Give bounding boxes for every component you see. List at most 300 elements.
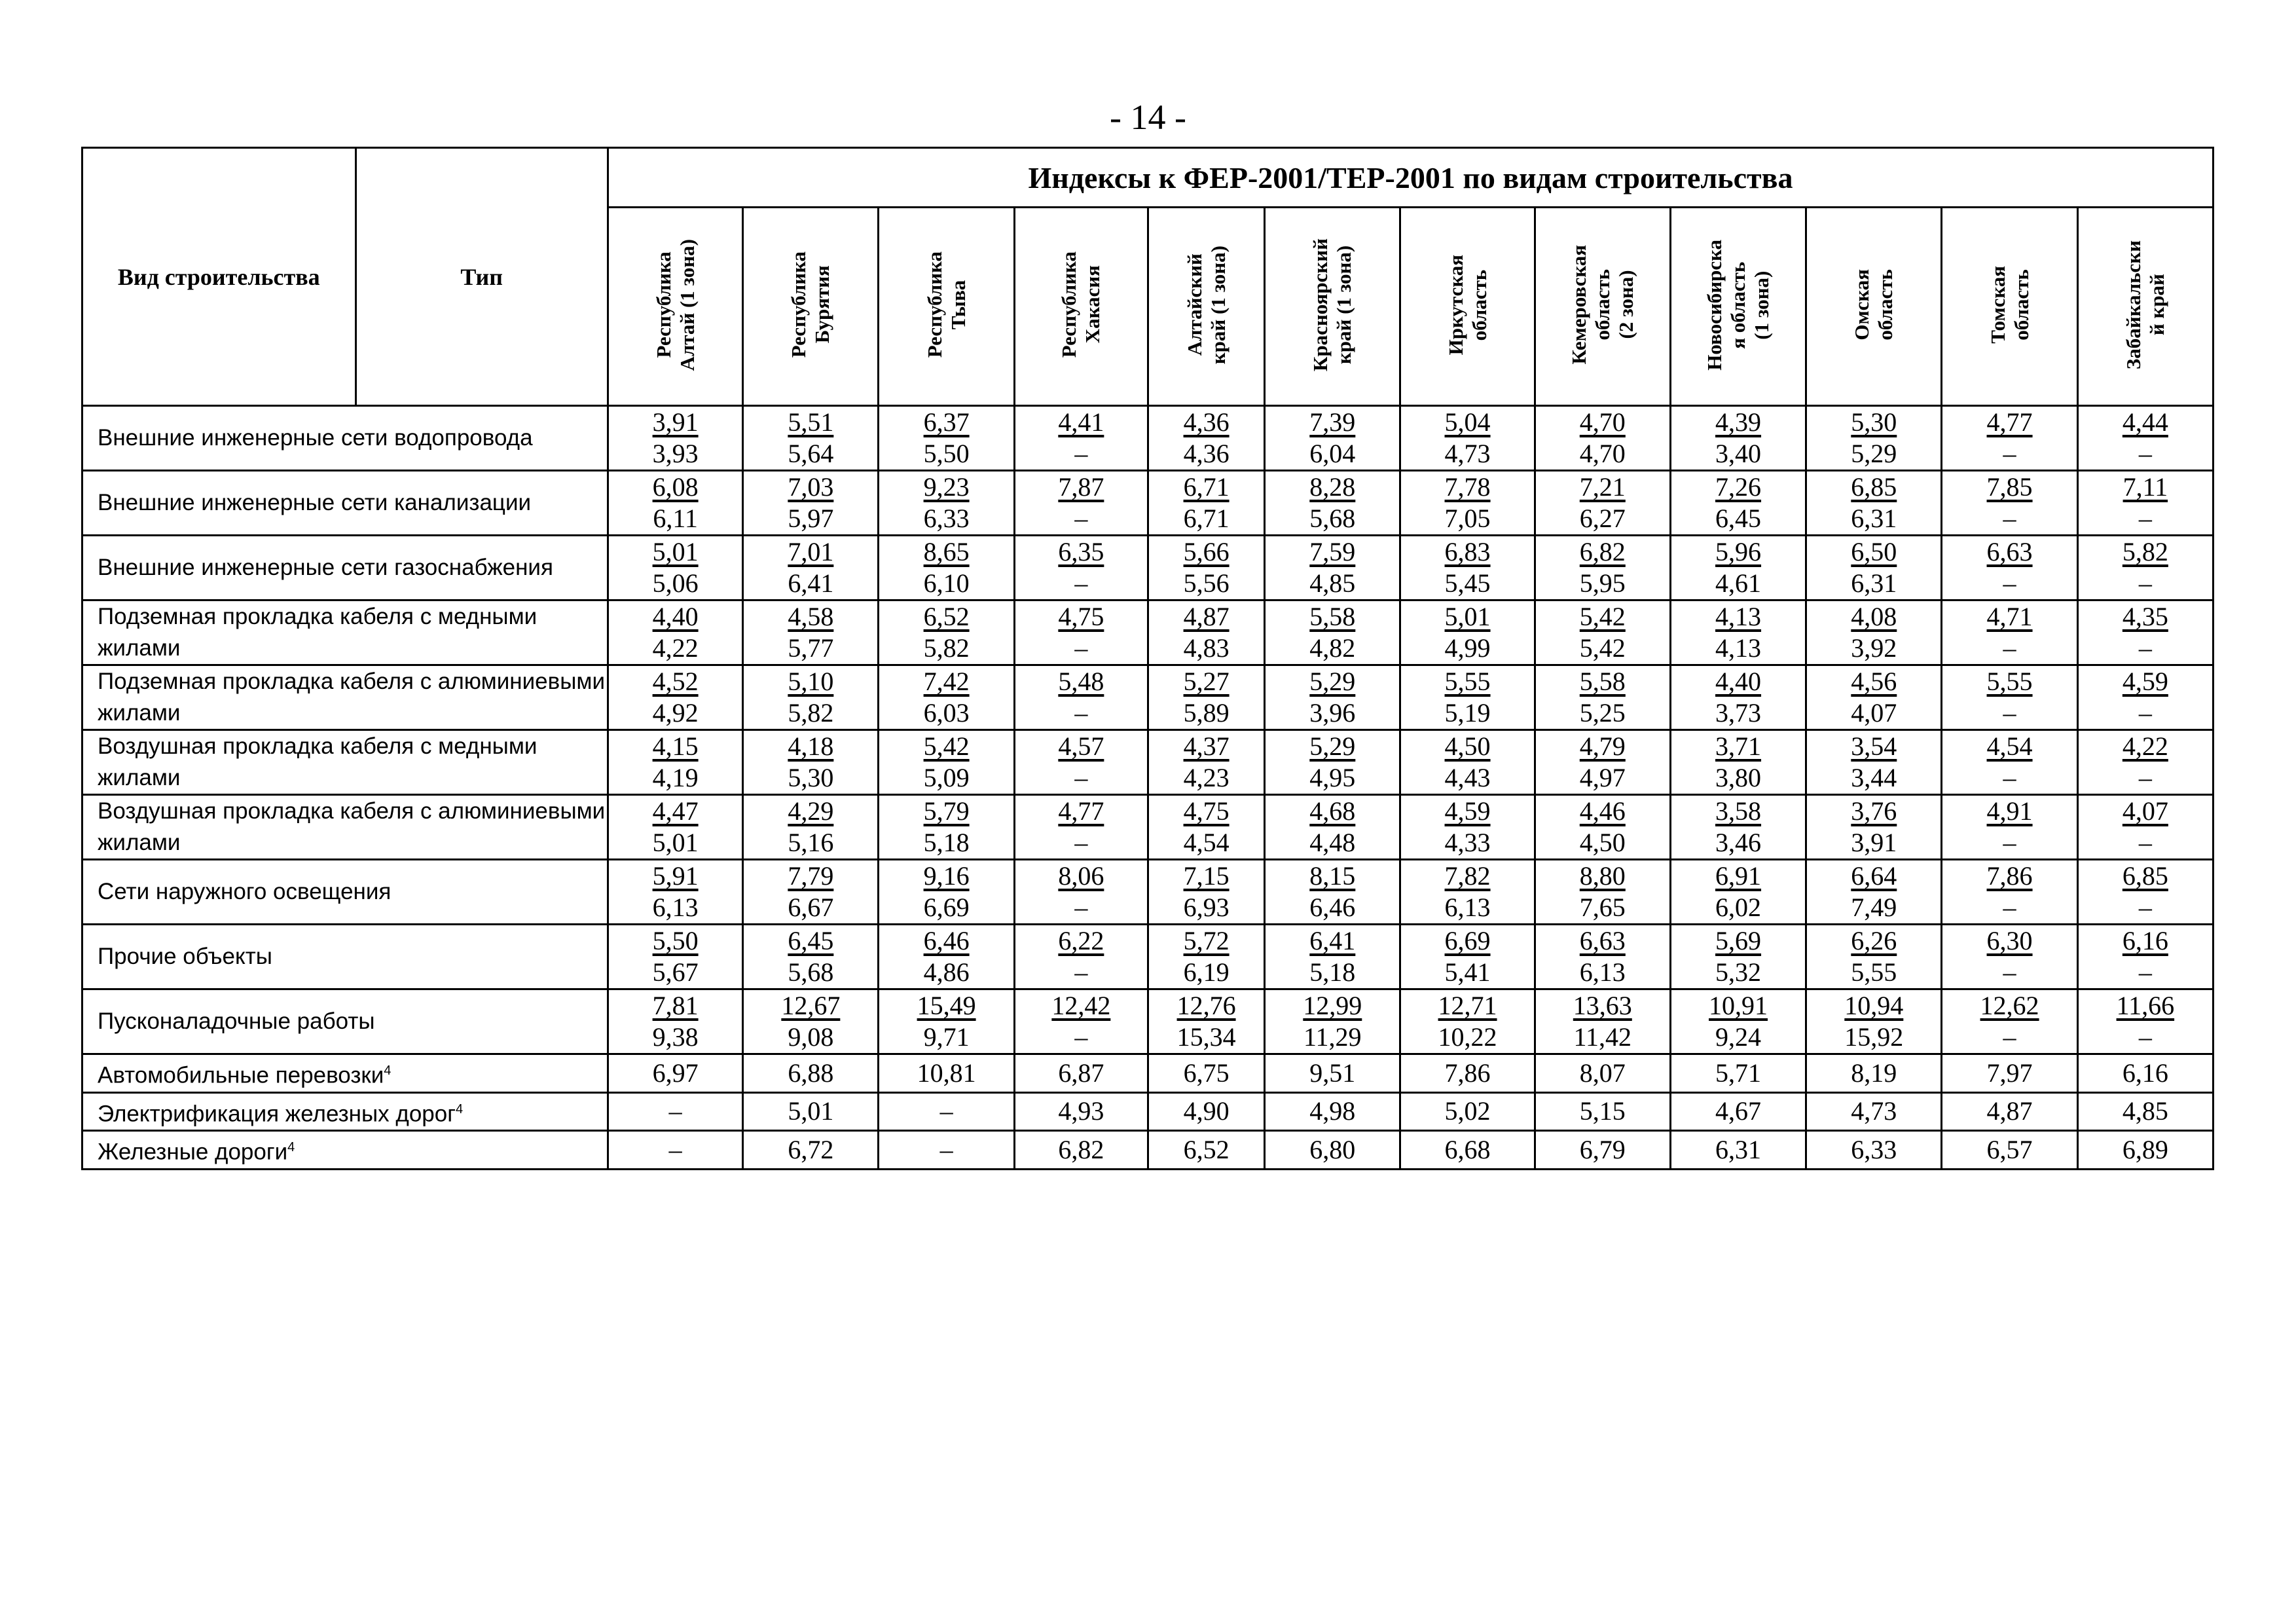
index-cell <box>743 406 879 471</box>
index-value-bottom: 5,45 <box>1444 568 1491 598</box>
index-value-top: 7,11 <box>2123 472 2168 502</box>
index-value-bottom: 5,55 <box>1851 957 1897 987</box>
index-value: 7,97 <box>1942 1054 2077 1093</box>
region-header <box>879 208 1014 406</box>
index-value-top: 6,46 <box>923 926 970 955</box>
index-value-top: 15,49 <box>917 991 976 1020</box>
index-value: 6,97 <box>608 1054 742 1093</box>
row-label: Подземная прокладка кабеля с медными жилами <box>82 600 608 665</box>
index-value-top: 4,37 <box>1183 731 1230 761</box>
index-value-bottom: 3,93 <box>652 439 699 468</box>
index-cell <box>743 471 879 536</box>
index-cell <box>879 536 1014 600</box>
index-value-top: 4,58 <box>788 602 834 631</box>
index-value-top: 5,58 <box>1579 667 1626 696</box>
index-value-bottom: 3,92 <box>1851 633 1897 663</box>
index-value-top: 3,91 <box>652 407 699 437</box>
index-value-top: 7,42 <box>923 667 970 696</box>
index-value-top: 12,67 <box>781 991 841 1020</box>
index-cell <box>1014 536 1148 600</box>
index-value-bottom: – <box>2003 763 2016 792</box>
index-cell <box>1014 795 1148 860</box>
index-value-top: 4,36 <box>1183 407 1230 437</box>
index-value-top: 6,69 <box>1444 926 1491 955</box>
index-value-top: 5,01 <box>652 537 699 566</box>
row-label: Воздушная прокладка кабеля с алюминиевыми жилами <box>82 795 608 860</box>
index-value-top: 4,77 <box>1058 796 1104 826</box>
index-value-bottom: – <box>2003 698 2016 728</box>
index-cell <box>1014 989 1148 1054</box>
index-value: 6,87 <box>1014 1054 1148 1093</box>
index-value-top: 5,66 <box>1183 537 1230 566</box>
index-value-bottom: 5,42 <box>1579 633 1626 663</box>
index-value-bottom: 4,22 <box>652 633 699 663</box>
index-value-bottom: 4,23 <box>1183 763 1230 792</box>
index-cell <box>2077 665 2213 730</box>
index-cell <box>1806 600 1942 665</box>
index-value: 10,81 <box>879 1054 1014 1093</box>
index-cell <box>608 406 742 471</box>
index-cell <box>1265 860 1400 925</box>
index-value-bottom: – <box>2003 828 2016 857</box>
index-cell <box>1014 406 1148 471</box>
index-cell <box>1670 989 1806 1054</box>
index-value: 6,68 <box>1400 1131 1535 1170</box>
index-value-top: 3,54 <box>1851 731 1897 761</box>
index-value-bottom: 4,36 <box>1183 439 1230 468</box>
region-name: Республика Алтай (1 зона) <box>651 238 699 371</box>
index-value-top: 5,69 <box>1715 926 1762 955</box>
index-value-bottom: 5,19 <box>1444 698 1491 728</box>
index-value-bottom: 3,91 <box>1851 828 1897 857</box>
region-header <box>1535 208 1670 406</box>
index-value-bottom: – <box>1074 698 1088 728</box>
index-cell <box>2077 600 2213 665</box>
index-cell <box>2077 860 2213 925</box>
index-cell <box>879 925 1014 989</box>
index-value-bottom: 5,56 <box>1183 568 1230 598</box>
row-label: Внешние инженерные сети водопровода <box>82 406 608 471</box>
index-cell <box>1148 471 1264 536</box>
index-value-top: 7,59 <box>1309 537 1356 566</box>
region-name: Забайкальски й край <box>2121 240 2168 370</box>
index-value-bottom: 11,42 <box>1573 1022 1632 1052</box>
index-value: 4,85 <box>2077 1092 2213 1131</box>
index-value-top: 4,22 <box>2122 731 2168 761</box>
index-value-bottom: – <box>2003 957 2016 987</box>
index-value-top: 5,27 <box>1183 667 1230 696</box>
index-cell <box>1942 730 2077 795</box>
region-name: Республика Бурятия <box>787 251 834 358</box>
index-value-top: 7,01 <box>788 537 834 566</box>
index-cell <box>608 989 742 1054</box>
row-label: Подземная прокладка кабеля с алюминиевыми жилами <box>82 665 608 730</box>
index-value-bottom: 5,77 <box>788 633 834 663</box>
region-header <box>608 208 742 406</box>
index-value-bottom: – <box>2138 439 2152 468</box>
index-value-top: 4,07 <box>2122 796 2168 826</box>
index-cell <box>1148 406 1264 471</box>
row-label: Прочие объекты <box>82 925 608 989</box>
index-cell <box>1014 665 1148 730</box>
index-cell <box>1148 600 1264 665</box>
index-cell <box>2077 730 2213 795</box>
table-row <box>82 406 2214 471</box>
index-cell <box>743 665 879 730</box>
row-label <box>82 1131 608 1170</box>
index-cell <box>1806 730 1942 795</box>
table-row <box>82 536 2214 600</box>
index-cell <box>743 860 879 925</box>
index-cell <box>1535 536 1670 600</box>
index-value-top: 5,51 <box>788 407 834 437</box>
index-value-top: 6,85 <box>2122 861 2168 891</box>
index-value-bottom: 6,31 <box>1851 504 1897 533</box>
index-value-bottom: 5,95 <box>1579 568 1626 598</box>
region-name: Омская область <box>1850 269 1897 341</box>
index-cell <box>1014 860 1148 925</box>
index-cell <box>1670 536 1806 600</box>
index-value-bottom: 4,43 <box>1444 763 1491 792</box>
index-value-bottom: 4,07 <box>1851 698 1897 728</box>
index-value-top: 4,70 <box>1579 407 1626 437</box>
index-value: 6,72 <box>743 1131 879 1170</box>
index-value-bottom: – <box>2138 957 2152 987</box>
index-value-bottom: 4,83 <box>1183 633 1230 663</box>
region-header <box>743 208 879 406</box>
index-value-bottom: 4,97 <box>1579 763 1626 792</box>
index-value: 5,02 <box>1400 1092 1535 1131</box>
index-value-top: 12,42 <box>1051 991 1111 1020</box>
index-value-bottom: 7,65 <box>1579 893 1626 922</box>
index-cell <box>1400 471 1535 536</box>
index-cell <box>1670 471 1806 536</box>
index-value-top: 5,01 <box>1444 602 1491 631</box>
index-value-bottom: 10,22 <box>1438 1022 1497 1052</box>
index-cell <box>1670 925 1806 989</box>
index-value-bottom: 5,18 <box>923 828 970 857</box>
index-value-top: 6,45 <box>788 926 834 955</box>
index-value-top: 4,71 <box>1986 602 2033 631</box>
index-value-bottom: 5,89 <box>1183 698 1230 728</box>
index-value-top: 3,58 <box>1715 796 1762 826</box>
index-cell <box>1670 795 1806 860</box>
index-cell <box>1670 406 1806 471</box>
index-cell <box>1535 406 1670 471</box>
page-number: - 14 - <box>1110 98 1186 137</box>
index-cell <box>2077 795 2213 860</box>
index-cell <box>1806 406 1942 471</box>
index-value-top: 4,56 <box>1851 667 1897 696</box>
index-value-bottom: 9,38 <box>652 1022 699 1052</box>
index-cell <box>2077 989 2213 1054</box>
table-row <box>82 665 2214 730</box>
index-value-bottom: 6,04 <box>1309 439 1356 468</box>
index-value-top: 8,15 <box>1309 861 1356 891</box>
index-value-top: 10,91 <box>1709 991 1768 1020</box>
index-value-top: 7,81 <box>652 991 699 1020</box>
index-value-bottom: 9,71 <box>923 1022 970 1052</box>
index-value-bottom: 4,61 <box>1715 568 1762 598</box>
index-cell <box>1942 536 2077 600</box>
index-cell <box>1942 665 2077 730</box>
index-value-bottom: 7,49 <box>1851 893 1897 922</box>
index-value-bottom: 4,95 <box>1309 763 1356 792</box>
index-value: 7,86 <box>1400 1054 1535 1093</box>
index-value-top: 5,55 <box>1986 667 2033 696</box>
region-name: Республика Тыва <box>922 251 970 358</box>
index-value-top: 4,13 <box>1715 602 1762 631</box>
index-cell <box>1535 730 1670 795</box>
index-cell <box>1148 536 1264 600</box>
table-row <box>82 600 2214 665</box>
index-value-bottom: 6,11 <box>653 504 698 533</box>
row-label: Сети наружного освещения <box>82 860 608 925</box>
region-header <box>1806 208 1942 406</box>
index-value-bottom: – <box>2138 698 2152 728</box>
index-value-top: 6,16 <box>2122 926 2168 955</box>
row-label <box>82 1092 608 1131</box>
index-value-top: 4,47 <box>652 796 699 826</box>
index-value-top: 12,99 <box>1303 991 1362 1020</box>
index-value-bottom: 5,32 <box>1715 957 1762 987</box>
index-cell <box>608 730 742 795</box>
index-value-bottom: 6,03 <box>923 698 970 728</box>
index-value-top: 6,64 <box>1851 861 1897 891</box>
index-cell <box>1014 925 1148 989</box>
index-value: 6,80 <box>1265 1131 1400 1170</box>
index-cell <box>2077 925 2213 989</box>
index-value-bottom: 9,24 <box>1715 1022 1762 1052</box>
region-name: Иркутская область <box>1444 254 1491 356</box>
index-value: 6,16 <box>2077 1054 2213 1093</box>
index-value-bottom: 3,73 <box>1715 698 1762 728</box>
index-value-bottom: 15,92 <box>1844 1022 1904 1052</box>
index-value-top: 5,48 <box>1058 667 1104 696</box>
index-value-top: 4,44 <box>2122 407 2168 437</box>
index-value-top: 4,29 <box>788 796 834 826</box>
index-value-bottom: 5,50 <box>923 439 970 468</box>
index-value: 9,51 <box>1265 1054 1400 1093</box>
index-value-bottom: – <box>2138 828 2152 857</box>
index-value-bottom: 15,34 <box>1176 1022 1236 1052</box>
index-cell <box>1942 406 2077 471</box>
index-cell <box>743 730 879 795</box>
index-value-top: 4,57 <box>1058 731 1104 761</box>
index-value-bottom: 4,73 <box>1444 439 1491 468</box>
index-cell <box>1806 665 1942 730</box>
index-value-top: 12,76 <box>1176 991 1236 1020</box>
index-value-bottom: 4,92 <box>652 698 699 728</box>
index-value-top: 6,91 <box>1715 861 1762 891</box>
index-value: 8,19 <box>1806 1054 1942 1093</box>
index-cell <box>879 860 1014 925</box>
index-value: 6,82 <box>1014 1131 1148 1170</box>
index-value-bottom: 4,50 <box>1579 828 1626 857</box>
region-header <box>1265 208 1400 406</box>
index-value-bottom: 5,68 <box>1309 504 1356 533</box>
index-value-bottom: 5,68 <box>788 957 834 987</box>
index-cell <box>1014 471 1148 536</box>
index-cell <box>1400 536 1535 600</box>
index-value-top: 7,03 <box>788 472 834 502</box>
index-value: 4,90 <box>1148 1092 1264 1131</box>
index-cell <box>1265 795 1400 860</box>
index-value-top: 7,87 <box>1058 472 1104 502</box>
table-row <box>82 471 2214 536</box>
row-label: Воздушная прокладка кабеля с медными жилами <box>82 730 608 795</box>
index-value-top: 7,86 <box>1986 861 2033 891</box>
index-value-top: 6,37 <box>923 407 970 437</box>
index-value-bottom: 4,19 <box>652 763 699 792</box>
index-value-bottom: 4,85 <box>1309 568 1356 598</box>
index-value-bottom: 5,29 <box>1851 439 1897 468</box>
index-value-top: 7,26 <box>1715 472 1762 502</box>
index-value-top: 4,75 <box>1058 602 1104 631</box>
index-value-bottom: 4,33 <box>1444 828 1491 857</box>
index-value-bottom: 3,40 <box>1715 439 1762 468</box>
index-value-top: 7,15 <box>1183 861 1230 891</box>
index-cell <box>743 925 879 989</box>
index-cell <box>1806 989 1942 1054</box>
index-value: 4,98 <box>1265 1092 1400 1131</box>
index-value-top: 5,72 <box>1183 926 1230 955</box>
index-value-top: 9,23 <box>923 472 970 502</box>
header-vid: Вид строительства <box>82 148 356 406</box>
index-value-bottom: 5,18 <box>1309 957 1356 987</box>
index-value-top: 4,91 <box>1986 796 2033 826</box>
index-value-bottom: 6,19 <box>1183 957 1230 987</box>
index-value-bottom: 4,82 <box>1309 633 1356 663</box>
index-value: 6,75 <box>1148 1054 1264 1093</box>
index-value-top: 6,52 <box>923 602 970 631</box>
index-value: 6,79 <box>1535 1131 1670 1170</box>
index-value-top: 7,79 <box>788 861 834 891</box>
index-cell <box>1942 860 2077 925</box>
index-value-top: 5,30 <box>1851 407 1897 437</box>
index-value-top: 5,82 <box>2122 537 2168 566</box>
index-value-bottom: 6,13 <box>1444 893 1491 922</box>
region-header <box>1670 208 1806 406</box>
region-header <box>1942 208 2077 406</box>
index-value-bottom: – <box>1074 893 1088 922</box>
index-cell <box>1942 600 2077 665</box>
index-cell <box>743 536 879 600</box>
table-row <box>82 925 2214 989</box>
index-cell <box>1148 665 1264 730</box>
index-value-top: 5,96 <box>1715 537 1762 566</box>
index-value-bottom: – <box>2003 568 2016 598</box>
index-value-top: 5,29 <box>1309 667 1356 696</box>
index-value: 4,87 <box>1942 1092 2077 1131</box>
index-value-bottom: 6,13 <box>1579 957 1626 987</box>
index-cell <box>608 860 742 925</box>
index-cell <box>879 406 1014 471</box>
index-value-top: 5,42 <box>923 731 970 761</box>
index-value-top: 8,80 <box>1579 861 1626 891</box>
index-value-top: 6,08 <box>652 472 699 502</box>
index-value-bottom: 3,80 <box>1715 763 1762 792</box>
index-value-bottom: 4,99 <box>1444 633 1491 663</box>
index-value: – <box>879 1131 1014 1170</box>
index-cell <box>1265 600 1400 665</box>
index-value-bottom: 3,46 <box>1715 828 1762 857</box>
index-value-bottom: – <box>2138 763 2152 792</box>
index-value-top: 4,68 <box>1309 796 1356 826</box>
index-value-bottom: – <box>1074 504 1088 533</box>
index-cell <box>1670 730 1806 795</box>
index-value: 6,57 <box>1942 1131 2077 1170</box>
index-value-bottom: – <box>2003 893 2016 922</box>
index-value-bottom: – <box>2138 504 2152 533</box>
index-cell <box>1148 795 1264 860</box>
index-cell <box>608 795 742 860</box>
region-name: Алтайский край (1 зона) <box>1182 245 1230 365</box>
index-value-top: 5,58 <box>1309 602 1356 631</box>
index-cell <box>1400 989 1535 1054</box>
index-cell <box>1400 600 1535 665</box>
index-value-top: 4,35 <box>2122 602 2168 631</box>
row-label: Внешние инженерные сети канализации <box>82 471 608 536</box>
index-cell <box>608 665 742 730</box>
index-cell <box>1806 925 1942 989</box>
index-value: 5,15 <box>1535 1092 1670 1131</box>
index-value-bottom: 5,67 <box>652 957 699 987</box>
index-cell <box>879 600 1014 665</box>
index-value-top: 3,71 <box>1715 731 1762 761</box>
index-cell <box>1670 600 1806 665</box>
index-cell <box>1265 536 1400 600</box>
row-label-text: Электрификация железных дорог <box>98 1101 456 1127</box>
index-value-top: 5,55 <box>1444 667 1491 696</box>
index-value: 4,73 <box>1806 1092 1942 1131</box>
index-value-top: 6,71 <box>1183 472 1230 502</box>
index-value-bottom: 5,82 <box>923 633 970 663</box>
index-value-top: 6,41 <box>1309 926 1356 955</box>
index-value: 6,31 <box>1670 1131 1806 1170</box>
index-cell <box>879 471 1014 536</box>
index-value-top: 12,71 <box>1438 991 1497 1020</box>
region-header <box>1400 208 1535 406</box>
index-cell <box>1670 665 1806 730</box>
index-cell <box>879 730 1014 795</box>
index-value: – <box>608 1092 742 1131</box>
index-value-bottom: 5,64 <box>788 439 834 468</box>
index-value-top: 4,18 <box>788 731 834 761</box>
index-value-top: 4,41 <box>1058 407 1104 437</box>
index-value-bottom: 5,97 <box>788 504 834 533</box>
index-cell <box>1535 665 1670 730</box>
index-value: 5,71 <box>1670 1054 1806 1093</box>
index-cell <box>608 600 742 665</box>
table-row <box>82 1092 2214 1131</box>
index-value-top: 5,42 <box>1579 602 1626 631</box>
index-value-bottom: 4,13 <box>1715 633 1762 663</box>
index-value-top: 11,66 <box>2116 991 2175 1020</box>
index-value-top: 4,59 <box>1444 796 1491 826</box>
table-row <box>82 1054 2214 1093</box>
index-cell <box>608 925 742 989</box>
index-cell <box>879 795 1014 860</box>
index-value: 8,07 <box>1535 1054 1670 1093</box>
index-value-bottom: 3,96 <box>1309 698 1356 728</box>
index-value-bottom: 5,09 <box>923 763 970 792</box>
index-cell <box>1265 989 1400 1054</box>
index-value-bottom: 5,41 <box>1444 957 1491 987</box>
index-value-bottom: 5,25 <box>1579 698 1626 728</box>
index-value-bottom: 6,93 <box>1183 893 1230 922</box>
index-cell <box>608 471 742 536</box>
